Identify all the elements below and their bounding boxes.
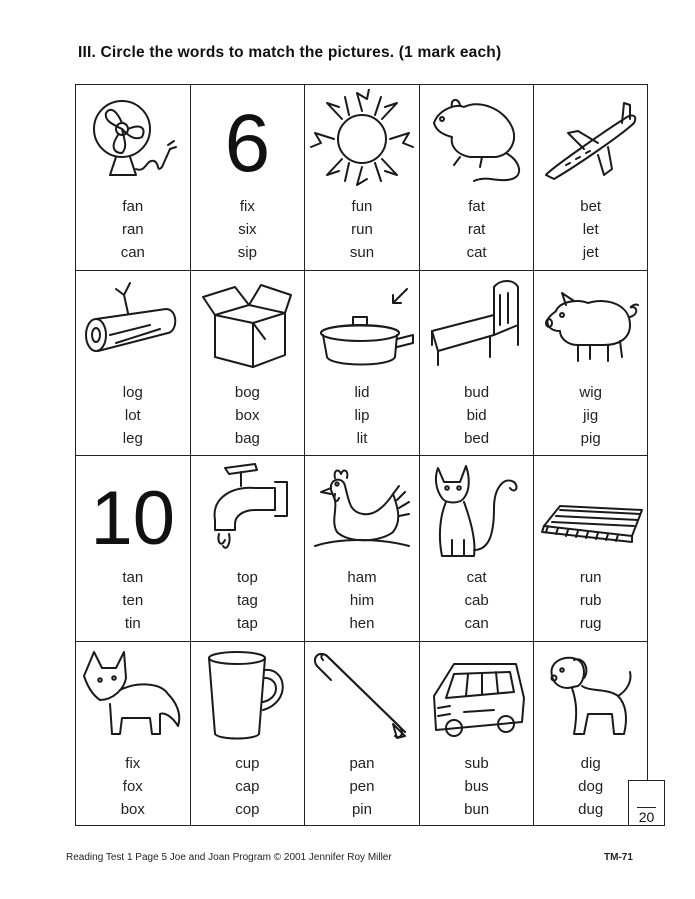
grid-cell-jet: [533, 84, 648, 270]
word-option[interactable]: pin: [351, 800, 372, 818]
word-option[interactable]: dig: [580, 754, 601, 772]
word-choices: [305, 381, 419, 450]
word-choices: [420, 381, 534, 450]
word-option[interactable]: bun: [464, 800, 490, 818]
word-option[interactable]: bog: [234, 383, 260, 401]
grid-cell-bus: [419, 641, 534, 827]
rat-icon: [424, 89, 530, 189]
word-choices: [305, 195, 419, 264]
grid-cell-cup: [190, 641, 305, 827]
grid-cell-hen: [304, 455, 419, 641]
word-option[interactable]: lot: [124, 406, 141, 424]
jet-icon: [538, 89, 644, 189]
word-option[interactable]: tan: [122, 569, 144, 586]
word-option[interactable]: six: [238, 221, 257, 238]
grid-cell-fan: [75, 84, 190, 270]
word-option[interactable]: pan: [349, 754, 375, 772]
word-option[interactable]: ran: [121, 221, 144, 238]
word-option[interactable]: sun: [349, 244, 375, 261]
score-total: 20: [638, 809, 655, 825]
word-option[interactable]: jet: [582, 244, 599, 261]
word-choices: [191, 752, 305, 821]
word-choices: [76, 566, 190, 635]
word-option[interactable]: bid: [466, 406, 487, 424]
word-option[interactable]: bus: [464, 777, 489, 795]
word-option[interactable]: pig: [580, 429, 601, 447]
word-option[interactable]: rug: [579, 615, 602, 632]
word-option[interactable]: fox: [122, 777, 143, 795]
grid-cell-tap: [190, 455, 305, 641]
score-box: [628, 780, 665, 826]
grid-cell-rat: [419, 84, 534, 270]
word-option[interactable]: let: [582, 221, 599, 238]
word-option[interactable]: tap: [236, 615, 258, 632]
word-option[interactable]: cop: [235, 800, 260, 818]
section-heading: III. Circle the words to match the pictures. (1 mark each): [78, 44, 502, 61]
word-choices: [76, 195, 190, 264]
word-choices: [76, 381, 190, 450]
word-option[interactable]: cap: [235, 777, 260, 795]
picture-word-grid: [75, 84, 648, 826]
cat-icon: [424, 460, 530, 560]
rug-icon: [538, 460, 644, 560]
word-option[interactable]: hen: [349, 615, 375, 632]
word-option[interactable]: cup: [235, 754, 260, 772]
fox-icon: [80, 646, 186, 746]
word-option[interactable]: tin: [124, 615, 141, 632]
fan-icon: [80, 89, 186, 189]
word-option[interactable]: bet: [580, 198, 602, 215]
word-option[interactable]: lit: [356, 429, 368, 447]
grid-cell-six: [190, 84, 305, 270]
word-option[interactable]: fun: [351, 198, 373, 215]
word-choices: [534, 566, 647, 635]
grid-cell-log: [75, 270, 190, 456]
pig-icon: [538, 275, 644, 375]
dog-icon: [538, 646, 644, 746]
word-option[interactable]: fix: [125, 754, 141, 772]
box-icon: [195, 275, 301, 375]
grid-cell-box: [190, 270, 305, 456]
word-option[interactable]: cat: [466, 244, 487, 261]
grid-cell-cat: [419, 455, 534, 641]
word-option[interactable]: sub: [464, 754, 489, 772]
footer-credit: Reading Test 1 Page 5 Joe and Joan Program © 2001 Jennifer Roy Miller: [66, 852, 392, 863]
word-option[interactable]: sip: [237, 244, 257, 261]
word-choices: [191, 566, 305, 635]
number-six: 6: [224, 98, 271, 189]
word-choices: [191, 195, 305, 264]
word-option[interactable]: fat: [468, 198, 485, 215]
word-choices: [420, 195, 534, 264]
footer-page-code: TM-71: [604, 852, 633, 863]
word-option[interactable]: cat: [466, 569, 487, 586]
word-option[interactable]: rat: [467, 221, 486, 238]
word-option[interactable]: box: [120, 800, 145, 818]
bed-icon: [424, 275, 530, 375]
word-option[interactable]: log: [122, 383, 143, 401]
word-option[interactable]: run: [579, 569, 602, 586]
word-option[interactable]: pen: [349, 777, 375, 795]
number-ten: 10: [90, 476, 176, 561]
word-option[interactable]: ten: [122, 592, 144, 609]
grid-cell-pin: [304, 641, 419, 827]
word-option[interactable]: dug: [578, 800, 604, 818]
word-option[interactable]: run: [351, 221, 373, 238]
grid-cell-sun: [304, 84, 419, 270]
word-choices: [305, 566, 419, 635]
sun-icon: [309, 89, 415, 189]
word-option[interactable]: box: [235, 406, 260, 424]
grid-cell-lid: [304, 270, 419, 456]
word-choices: [420, 566, 534, 635]
bus-icon: [424, 646, 530, 746]
word-choices: [191, 381, 305, 450]
word-option[interactable]: fix: [239, 198, 255, 215]
word-option[interactable]: top: [236, 569, 258, 586]
hen-icon: [309, 460, 415, 560]
pin-icon: [309, 646, 415, 746]
score-line: [637, 807, 656, 808]
log-icon: [80, 275, 186, 375]
word-option[interactable]: can: [120, 244, 145, 261]
word-choices: [534, 381, 647, 450]
word-option[interactable]: ham: [347, 569, 377, 586]
word-option[interactable]: dog: [578, 777, 604, 795]
word-choices: [534, 195, 647, 264]
word-option[interactable]: wig: [579, 383, 602, 401]
grid-cell-ten: [75, 455, 190, 641]
word-option[interactable]: bud: [464, 383, 490, 401]
word-option[interactable]: rub: [579, 592, 602, 609]
word-option[interactable]: lip: [354, 406, 370, 424]
grid-cell-fox: [75, 641, 190, 827]
grid-cell-rug: [533, 455, 648, 641]
word-choices: [305, 752, 419, 821]
word-option[interactable]: jig: [583, 406, 599, 424]
word-option[interactable]: tag: [236, 592, 258, 609]
word-option[interactable]: fan: [122, 198, 144, 215]
word-choices: [76, 752, 190, 821]
word-option[interactable]: can: [464, 615, 489, 632]
word-option[interactable]: cab: [464, 592, 489, 609]
cup-icon: [195, 646, 301, 746]
word-option[interactable]: lid: [354, 383, 370, 401]
grid-cell-pig: [533, 270, 648, 456]
pot-lid-icon: [309, 275, 415, 375]
word-option[interactable]: leg: [122, 429, 143, 447]
word-option[interactable]: him: [349, 592, 375, 609]
tap-icon: [195, 460, 301, 560]
word-option[interactable]: bag: [234, 429, 260, 447]
word-option[interactable]: bed: [464, 429, 490, 447]
grid-cell-bed: [419, 270, 534, 456]
word-choices: [420, 752, 534, 821]
